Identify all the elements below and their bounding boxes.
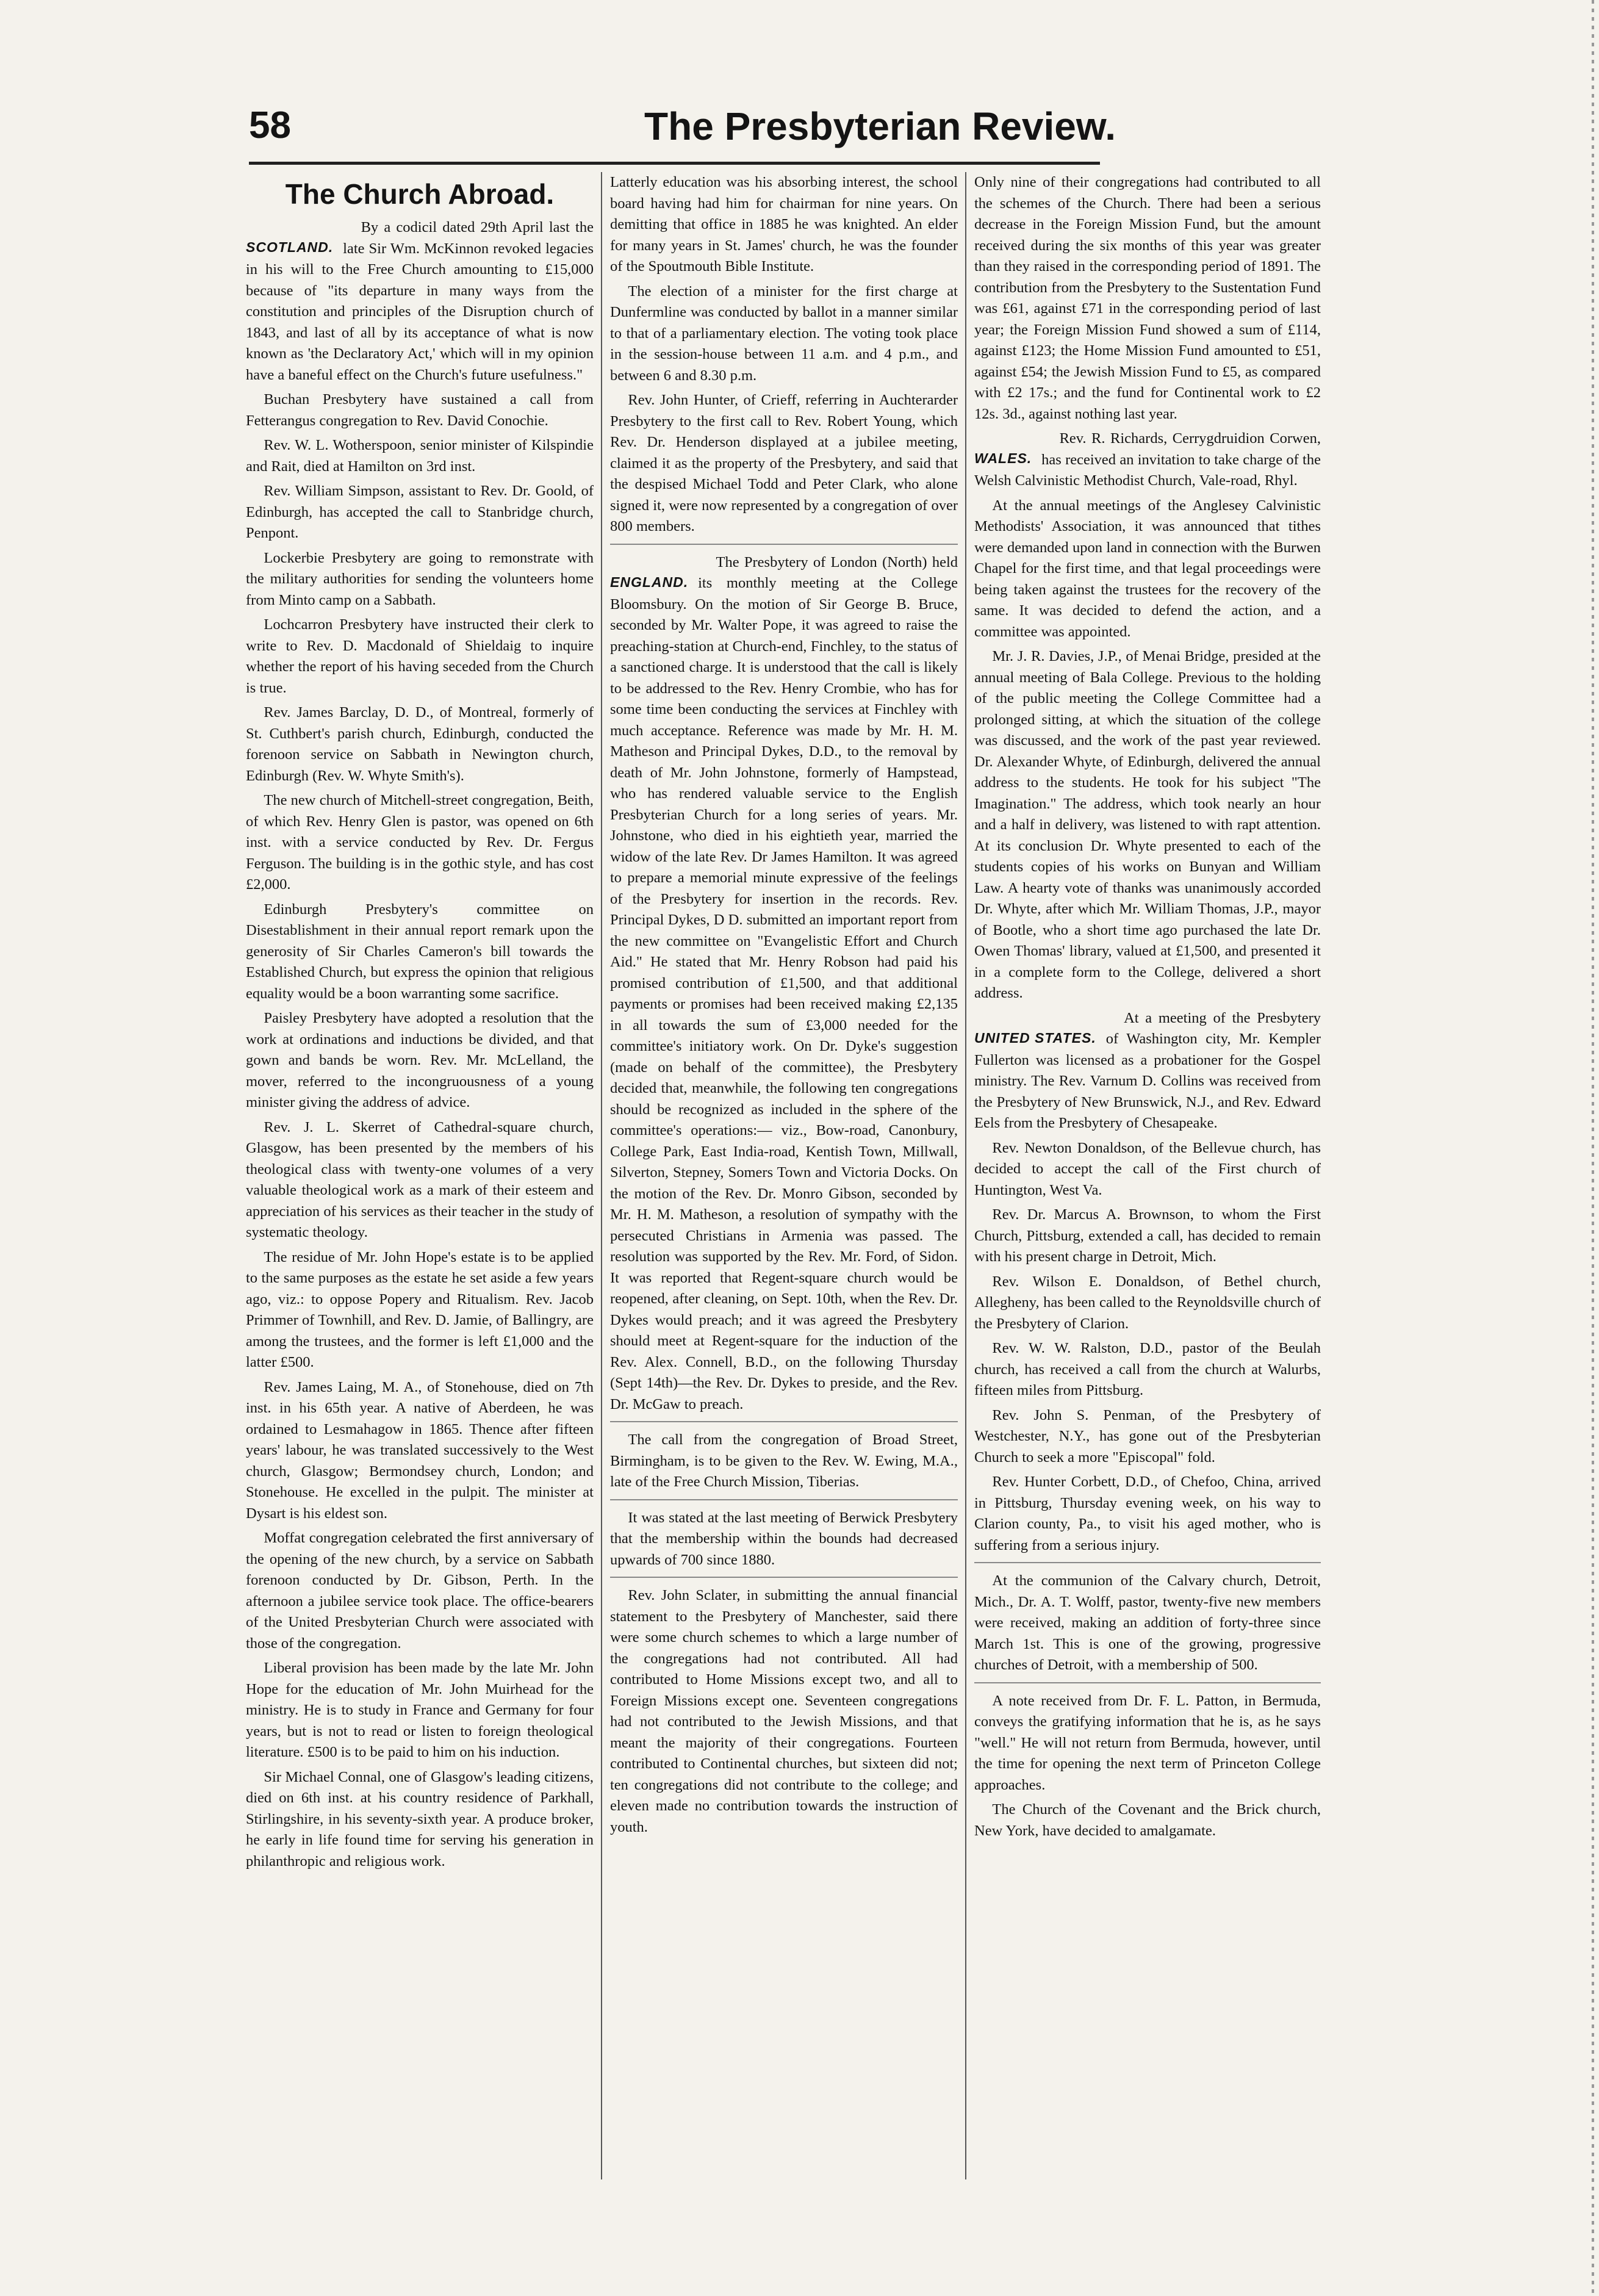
item-separator (974, 1562, 1321, 1563)
news-item: Rev. Dr. Marcus A. Brownson, to whom the First Church, Pittsburg, extended a call, has decided to remain with his present charge in Detroit, Mich. (974, 1206, 1321, 1265)
news-item: Edinburgh Presbytery's committee on Disestablishment in their annual report remark upon the generosity of Sir Charles Cameron's bill towards the Established Church, but express the opinion that religious equality would be a boon warranting some sacrifice. (246, 901, 594, 1002)
region-label-england: ENGLAND. (610, 574, 689, 590)
section-title: The Church Abroad. (285, 178, 555, 210)
item-separator (610, 1421, 958, 1422)
news-item: Lockerbie Presbytery are going to remonstrate with the military authorities for sending the volunteers home from Minto camp on a Sabbath. (246, 549, 594, 608)
news-item: The call from the congregation of Broad Street, Birmingham, is to be given to the Rev. W. Ewing, M.A., late of the Free Church Mission, Tiberias. (610, 1431, 958, 1490)
news-item: Rev. W. L. Wotherspoon, senior minister of Kilspindie and Rait, died at Hamilton on 3rd inst. (246, 437, 594, 475)
news-item: Sir Michael Connal, one of Glasgow's leading citizens, died on 6th inst. at his country residence of Parkhall, Stirlingshire, in his seventy-sixth year. A produce broker, he early in life found time for serving his generation in philanthropic and religious work. (246, 1768, 594, 1870)
news-item: Liberal provision has been made by the late Mr. John Hope for the education of Mr. John Muirhead for the ministry. He is to study in France and Germany for four years, but is not to read or listen to foreign theological literature. £500 is to be paid to him on his induction. (246, 1660, 594, 1760)
news-item: Rev. Hunter Corbett, D.D., of Chefoo, China, arrived in Pittsburg, Thursday evening week, on his way to Clarion county, Pa., to visit his aged mother, who is suffering from a serious injury. (974, 1474, 1321, 1553)
region-label-scotland: SCOTLAND. (246, 239, 334, 255)
news-item: Only nine of their congregations had contributed to all the schemes of the Church. There had been a serious decrease in the Foreign Mission Fund, but the amount received during the six months of this year was greater than they raised in the corresponding period of 1891. The contribution from the Presbytery to the Sustentation Fund was £61, against £71 in the corresponding period of last year; the Foreign Mission Fund showed a sum of £114, against £123; the Home Mission Fund amounted to £51, against £54; the Jewish Mission Fund to £5, as compared with £2 17s.; and the fund for Continental work to £2 12s. 3d., against nothing last year. (974, 174, 1321, 422)
news-item: Rev. John Hunter, of Crieff, referring in Auchterarder Presbytery to the first call to Rev. Robert Young, which Rev. Dr. Henderson displayed at a jubilee meeting, claimed it as the property of the Presbytery, and said that the despised Michael Todd and Peter Clark, who alone signed it, were now represented by a congregation of over 800 members. (610, 392, 958, 534)
item-separator (974, 1682, 1321, 1683)
item-separator (610, 1577, 958, 1578)
column-divider (601, 172, 602, 2179)
news-item: Rev. James Barclay, D. D., of Montreal, formerly of St. Cuthbert's parish church, Edinburgh, conducted the forenoon service on Sabbath in Newington church, Edinburgh (Rev. W. Whyte Smith's). (246, 704, 594, 784)
news-item: Mr. J. R. Davies, J.P., of Menai Bridge, presided at the annual meeting of Bala College. Previous to the holding of the public meeting the College Committee had a prolonged sitting, at which the situation of the college was discussed, and the work of the past year reviewed. Dr. Alexander Whyte, of Edinburgh, delivered the annual address to the students. He took for his subject "The Imagination." The address, which took nearly an hour and a half in delivery, was listened to with rapt attention. At its conclusion Dr. Whyte presented to each of the students copies of his works on Bunyan and William Law. A hearty vote of thanks was unanimously accorded Dr. Whyte, after which Mr. William Thomas, J.P., mayor of Bootle, who a short time ago purchased the late Dr. Owen Thomas' library, valued at £1,500, and presented it in a complete form to the College, delivered a short address. (974, 648, 1321, 1001)
column-1 (246, 172, 594, 2186)
journal-title: The Presbyterian Review. (644, 104, 1116, 148)
news-item: Latterly education was his absorbing interest, the school board having had him for chairman for nine years. On demitting that office in 1885 he was knighted. An elder for many years in St. James' church, he was the founder of the Spoutmouth Bible Institute. (610, 174, 958, 275)
column-2 (610, 172, 958, 2186)
news-item: Lochcarron Presbytery have instructed their clerk to write to Rev. D. Macdonald of Shieldaig to inquire whether the report of his having seceded from the Church is true. (246, 616, 594, 696)
news-item: The Church of the Covenant and the Brick church, New York, have decided to amalgamate. (974, 1801, 1321, 1839)
scan-edge-marks (1592, 0, 1594, 2296)
news-item: The residue of Mr. John Hope's estate is to be applied to the same purposes as the estate he set aside a few years ago, viz.: to oppose Popery and Ritualism. Rev. Jacob Primmer of Townhill, and Rev. D. Jamie, of Ballingry, are among the trustees, and the former is left £1,000 and the latter £500. (246, 1248, 594, 1370)
page-header (249, 104, 1116, 165)
news-item: The election of a minister for the first charge at Dunfermline was conducted by ballot in a manner similar to that of a parliamentary election. The voting took place in the session-house between 11 a.m. and 4 p.m., and between 6 and 8.30 p.m. (610, 283, 958, 384)
news-item: Paisley Presbytery have adopted a resolution that the work at ordinations and inductions be divided, and that gown and bands be worn. Rev. Mr. McLelland, the mover, referred to the incongruousness of a young minister giving the address of advice. (246, 1010, 594, 1110)
item-separator (610, 544, 958, 545)
news-item: The Presbytery of London (North) held its monthly meeting at the College Bloomsbury. On the motion of Sir George B. Bruce, seconded by Mr. Walter Pope, it was agreed to raise the preaching-station at Church-end, Finchley, to the status of a sanctioned charge. It is understood that the call is likely to be addressed to the Rev. Henry Crombie, who has for some time been conducting the services at Finchley with much acceptance. Reference was made by Mr. H. M. Matheson and Principal Dykes, D.D., to the removal by death of Mr. John Johnstone, formerly of Hampstead, who has rendered valuable service to the English Presbyterian Church for a long series of years. Mr. Johnstone, who died in his eightieth year, married the widow of the late Rev. Dr James Hamilton. It was agreed to prepare a memorial minute expressive of the feelings of the Presbytery for insertion in the records. Rev. Principal Dykes, D D. submitted an important report from the new committee on "Evangelistic Effort and Church Aid." He stated that Mr. Henry Robson had paid his promised contribution of £1,500, and that additional payments or promises had been received making £2,135 in all towards the sum of £3,000 needed for the committee's initiatory work. On Dr. Dyke's suggestion (made on behalf of the committee), the Presbytery decided that, meanwhile, the following ten congregations should be recognized as included in the sphere of the committee's operations:— viz., Bow-road, Canonbury, College Park, East India-road, Kentish Town, Millwall, Silverton, Stepney, Somers Town and Victoria Docks. On the motion of the Rev. Dr. Monro Gibson, seconded by Mr. H. M. Matheson, a resolution of sympathy with the persecuted Christians in Armenia was passed. The resolution was supported by the Rev. Mr. Ford, of Sidon. It was reported that Regent-square church would be reopened, after cleaning, on Sept. 10th, when the Rev. Dr. Dykes would preach; and it was agreed the Presbytery should meet at Regent-square for the induction of the Rev. Alex. Connell, B.D., on the following Thursday (Sept 14th)—the Rev. Dr. Dykes to preside, and the Rev. Dr. McGaw to preach. (610, 553, 958, 1413)
news-item: Rev. John Sclater, in submitting the annual financial statement to the Presbytery of Manchester, said there were some church schemes to which a large number of the congregations had not contributed. All had contributed to Home Missions except two, and all to Foreign Missions except one. Seventeen congregations had not contributed to the Jewish Missions, and that meant the majority of their congregations. Fourteen contributed to Continental churches, but sixteen did not; ten congregations did not contribute to the college; and eleven made no contribution towards the instruction of youth. (610, 1587, 958, 1835)
item-separator (610, 1499, 958, 1500)
news-item: Rev. Newton Donaldson, of the Bellevue church, has decided to accept the call of the First church of Huntington, West Va. (974, 1139, 1321, 1198)
news-item: Rev. J. L. Skerret of Cathedral-square church, Glasgow, has been presented by the members of his theological class with twenty-one volumes of a very valuable theological work as a mark of their esteem and appreciation of his services as their teacher in the study of systematic theology. (246, 1118, 594, 1240)
page-number: 58 (249, 104, 291, 146)
news-item: The new church of Mitchell-street congregation, Beith, of which Rev. Henry Glen is pastor, was opened on 6th inst. with a service conducted by Rev. Dr. Fergus Ferguson. The building is in the gothic style, and has cost £2,000. (246, 792, 594, 893)
news-item: At the annual meetings of the Anglesey Calvinistic Methodists' Association, it was announced that tithes were demanded upon land in connection with the Burwen Chapel for the first time, and that legal proceedings were being taken against the trustees for the recovery of the same. It was decided to defend the action, and a committee was appointed. (974, 497, 1321, 640)
region-label-wales: WALES. (974, 450, 1032, 466)
news-item: At the communion of the Calvary church, Detroit, Mich., Dr. A. T. Wolff, pastor, twenty-five new members were received, making an addition of forty-three since March 1st. This is one of the growing, progressive churches of Detroit, with a membership of 500. (974, 1572, 1321, 1673)
news-item: Rev. Wilson E. Donaldson, of Bethel church, Allegheny, has been called to the Reynoldsville church of the Presbytery of Clarion. (974, 1273, 1321, 1332)
news-item: Rev. W. W. Ralston, D.D., pastor of the Beulah church, has received a call from the church at Walurbs, fifteen miles from Pittsburg. (974, 1340, 1321, 1398)
news-item: Rev. James Laing, M. A., of Stonehouse, died on 7th inst. in his 65th year. A native of Aberdeen, he was ordained to Lesmahagow in 1865. Thence after fifteen years' labour, he was translated successively to the West church, Glasgow; Bermondsey church, London; and Stonehouse. He excelled in the pulpit. The minister at Dysart is his eldest son. (246, 1378, 594, 1522)
header-rule (249, 162, 1100, 165)
news-item: It was stated at the last meeting of Berwick Presbytery that the membership within the bounds had decreased upwards of 700 since 1880. (610, 1509, 958, 1568)
column-3 (974, 172, 1321, 2186)
region-label-united-states: UNITED STATES. (974, 1029, 1096, 1046)
news-item: At a meeting of the Presbytery of Washington city, Mr. Kempler Fullerton was licensed as a probationer for the Gospel ministry. The Rev. Varnum D. Collins was received from the Presbytery of New Brunswick, N.J., and Rev. Edward Eels from the Presbytery of Chesapeake. (974, 1009, 1321, 1131)
news-item: Moffat congregation celebrated the first anniversary of the opening of the new church, by a service on Sabbath forenoon conducted by Dr. Gibson, Perth. In the afternoon a jubilee service took place. The office-bearers of the United Presbyterian Church were associated with those of the congregation. (246, 1530, 594, 1652)
news-item: Rev. R. Richards, Cerrygdruidion Corwen, has received an invitation to take charge of the Welsh Calvinistic Methodist Church, Vale-road, Rhyl. (974, 430, 1321, 489)
news-item: A note received from Dr. F. L. Patton, in Bermuda, conveys the gratifying information that he is, as he says "well." He will not return from Bermuda, however, until the time for opening the next term of Princeton College approaches. (974, 1692, 1321, 1793)
news-item: Rev. William Simpson, assistant to Rev. Dr. Goold, of Edinburgh, has accepted the call to Stanbridge church, Penpont. (246, 483, 594, 541)
news-item: Rev. John S. Penman, of the Presbytery of Westchester, N.Y., has gone out of the Presbyterian Church to seek a more "Episcopal" fold. (974, 1406, 1321, 1466)
news-item: Buchan Presbytery have sustained a call from Fetterangus congregation to Rev. David Conochie. (246, 391, 594, 429)
column-divider (965, 172, 966, 2179)
news-item: By a codicil dated 29th April last the late Sir Wm. McKinnon revoked legacies in his will to the Free Church amounting to £15,000 because of "its departure in many ways from the constitution and principles of the Disruption church of 1843, and last of all by its acceptance of what is now known as 'the Declaratory Act,' which will in my opinion have a baneful effect on the Church's future usefulness." (246, 219, 594, 383)
